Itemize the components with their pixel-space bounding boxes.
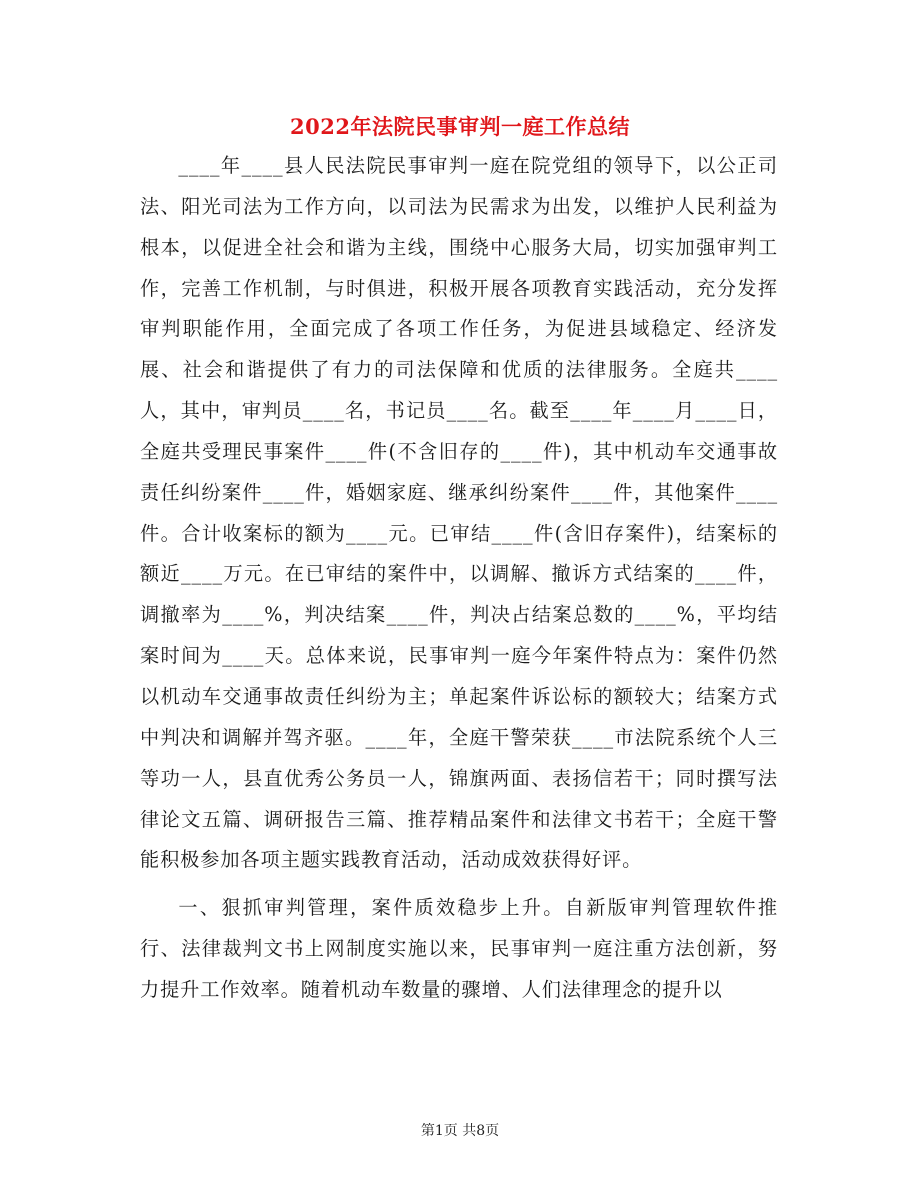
document-body bbox=[140, 146, 778, 1011]
page-number-footer: 第1页 共8页 bbox=[420, 1123, 500, 1139]
paragraph-section-1: 一、狠抓审判管理，案件质效稳步上升。自新版审判管理软件推行、法律裁判文书上网制度实施以来，民事审判一庭注重方法创新，努力提升工作效率。随着机动车数量的骤增、人们法律理念的提升以 bbox=[140, 896, 778, 1001]
paragraph-intro: ____年____县人民法院民事审判一庭在院党组的领导下，以公正司法、阳光司法为工作方向，以司法为民需求为出发，以维护人民利益为根本，以促进全社会和谐为主线，围绕中心服务大局，切实加强审判工作，完善工作机制，与时俱进，积极开展各项教育实践活动，充分发挥审判职能作用，全面完成了各项工作任务，为促进县域稳定、经济发展、社会和谐提供了有力的司法保障和优质的法律服务。全庭共____人，其中，审判员____名，书记员____名。截至____年____月____日，全庭共受理民事案件____件(不含旧存的____件)，其中机动车交通事故责任纠纷案件____件，婚姻家庭、继承纠纷案件____件，其他案件____件。合计收案标的额为____元。已审结____件(含旧存案件)，结案标的额近____万元。在已审结的案件中，以调解、撤诉方式结案的____件，调撤率为____%，判决结案____件，判决占结案总数的____%，平均结案时间为____天。总体来说，民事审判一庭今年案件特点为：案件仍然以机动车交通事故责任纠纷为主；单起案件诉讼标的额较大；结案方式中判决和调解并驾齐驱。____年，全庭干警荣获____市法院系统个人三等功一人，县直优秀公务员一人，锦旗两面、表扬信若干；同时撰写法律论文五篇、调研报告三篇、推荐精品案件和法律文书若干；全庭干警能积极参加各项主题实践教育活动，活动成效获得好评。 bbox=[140, 154, 778, 872]
document-title: 2022年法院民事审判一庭工作总结 bbox=[290, 114, 630, 139]
